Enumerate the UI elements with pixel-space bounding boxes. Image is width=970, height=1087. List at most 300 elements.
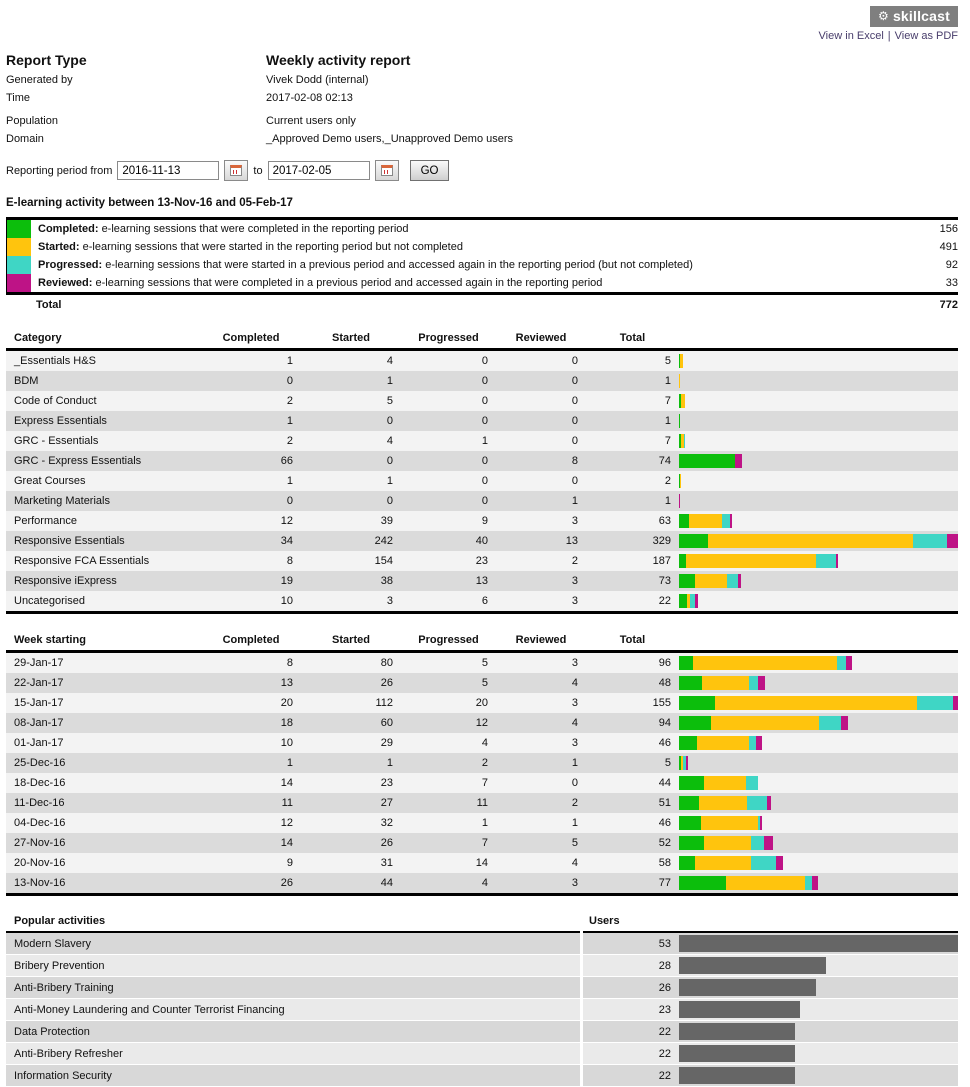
row-label: 20-Nov-16 [6, 853, 201, 873]
stacked-bar [679, 454, 958, 468]
users-bar-cell [679, 977, 958, 999]
reporting-period-bar [6, 160, 958, 181]
completed-swatch [7, 220, 31, 238]
table-row [6, 431, 958, 451]
bar-segment-reviewed [836, 554, 838, 568]
reviewed-value: 1 [496, 813, 586, 833]
table-row [6, 1065, 958, 1087]
progressed-value: 1 [401, 813, 496, 833]
link-separator: | [887, 30, 891, 42]
activity-bar-cell [679, 652, 958, 674]
report-type-label: Report Type [6, 52, 87, 68]
table-row [6, 652, 958, 674]
row-label: Great Courses [6, 471, 201, 491]
activity-bar-cell [679, 411, 958, 431]
activity-bar-cell [679, 693, 958, 713]
reviewed-value: 0 [496, 411, 586, 431]
to-calendar-button[interactable] [375, 160, 399, 181]
activity-bar-cell [679, 571, 958, 591]
to-label: to [253, 164, 263, 177]
table-row [6, 733, 958, 753]
bar-segment-completed [679, 414, 680, 428]
activity-label: Data Protection [6, 1021, 581, 1043]
started-value: 23 [301, 773, 401, 793]
legend-row-reviewed [6, 274, 958, 292]
completed-value: 2 [201, 431, 301, 451]
column-header: Category [6, 327, 201, 350]
column-header: Started [301, 327, 401, 350]
reviewed-value: 0 [496, 431, 586, 451]
reviewed-value: 1 [496, 753, 586, 773]
legend-term: Started: [38, 241, 80, 253]
activity-bar-cell [679, 551, 958, 571]
bar-segment-progressed [913, 534, 947, 548]
bar-segment-reviewed [735, 454, 742, 468]
started-value: 39 [301, 511, 401, 531]
reviewed-value: 0 [496, 471, 586, 491]
bar-segment-started [680, 474, 681, 488]
reviewed-value: 0 [496, 350, 586, 372]
bar-segment-reviewed [760, 816, 762, 830]
progressed-value: 5 [401, 652, 496, 674]
stacked-bar [679, 514, 958, 528]
bar-segment-started [711, 716, 819, 730]
reviewed-value: 13 [496, 531, 586, 551]
progressed-value: 9 [401, 511, 496, 531]
bar-segment-reviewed [738, 574, 741, 588]
completed-value: 9 [201, 853, 301, 873]
row-label: _Essentials H&S [6, 350, 201, 372]
bar-segment-started [695, 574, 727, 588]
started-value: 26 [301, 833, 401, 853]
stacked-bar [679, 434, 958, 448]
bar-segment-reviewed [953, 696, 958, 710]
bar-column-header [679, 911, 958, 932]
stacked-bar [679, 374, 958, 388]
completed-value: 10 [201, 591, 301, 613]
completed-value: 1 [201, 753, 301, 773]
completed-value: 11 [201, 793, 301, 813]
table-row [6, 591, 958, 613]
reviewed-value: 1 [496, 491, 586, 511]
stacked-bar [679, 796, 958, 810]
completed-value: 14 [201, 833, 301, 853]
bar-segment-reviewed [776, 856, 783, 870]
week-header-row [6, 629, 958, 652]
reviewed-value: 0 [496, 371, 586, 391]
completed-value: 1 [201, 411, 301, 431]
bar-segment-progressed [805, 876, 812, 890]
bar-segment-started [704, 776, 745, 790]
users-value: 26 [581, 977, 679, 999]
top-bar [6, 6, 958, 42]
from-calendar-button[interactable] [224, 160, 248, 181]
table-row [6, 673, 958, 693]
bar-segment-reviewed [679, 494, 680, 508]
users-bar [679, 1023, 795, 1040]
users-value: 22 [581, 1065, 679, 1087]
bar-segment-progressed [749, 676, 758, 690]
row-label: Responsive iExpress [6, 571, 201, 591]
started-value: 4 [301, 350, 401, 372]
total-value: 187 [586, 551, 679, 571]
completed-value: 8 [201, 652, 301, 674]
go-button[interactable]: GO [410, 160, 450, 181]
activity-bar-cell [679, 733, 958, 753]
table-row [6, 833, 958, 853]
table-row [6, 411, 958, 431]
table-row [6, 932, 958, 955]
bar-segment-reviewed [758, 676, 765, 690]
total-value: 5 [586, 753, 679, 773]
started-value: 0 [301, 451, 401, 471]
export-links [819, 30, 958, 42]
started-value: 1 [301, 371, 401, 391]
bar-segment-completed [679, 716, 711, 730]
users-bar [679, 1001, 800, 1018]
bar-segment-progressed [751, 856, 776, 870]
row-label: Marketing Materials [6, 491, 201, 511]
bar-segment-started [702, 676, 749, 690]
stacked-bar [679, 876, 958, 890]
bar-segment-started [701, 816, 759, 830]
bar-segment-progressed [816, 554, 836, 568]
legend-count: 92 [945, 259, 958, 271]
reviewed-value: 4 [496, 853, 586, 873]
reviewed-swatch [7, 274, 31, 292]
progressed-value: 0 [401, 471, 496, 491]
table-row [6, 1021, 958, 1043]
activity-bar-cell [679, 531, 958, 551]
activity-label: Anti-Money Laundering and Counter Terrorist Financing [6, 999, 581, 1021]
progressed-value: 7 [401, 773, 496, 793]
row-label: 01-Jan-17 [6, 733, 201, 753]
stacked-bar [679, 696, 958, 710]
progressed-value: 1 [401, 431, 496, 451]
row-label: Uncategorised [6, 591, 201, 613]
stacked-bar [679, 574, 958, 588]
category-header-row [6, 327, 958, 350]
bar-segment-reviewed [764, 836, 773, 850]
table-row [6, 491, 958, 511]
progressed-value: 14 [401, 853, 496, 873]
started-value: 0 [301, 411, 401, 431]
started-swatch [7, 238, 31, 256]
row-label: 08-Jan-17 [6, 713, 201, 733]
progressed-value: 0 [401, 451, 496, 471]
row-label: 22-Jan-17 [6, 673, 201, 693]
progressed-value: 7 [401, 833, 496, 853]
bar-segment-completed [679, 534, 708, 548]
bar-segment-started [681, 394, 685, 408]
completed-value: 19 [201, 571, 301, 591]
bar-segment-completed [679, 554, 686, 568]
population-value: Current users only [266, 115, 356, 127]
completed-value: 66 [201, 451, 301, 471]
bar-segment-reviewed [812, 876, 817, 890]
activity-bar-cell [679, 491, 958, 511]
period-from-input[interactable] [117, 161, 219, 180]
table-row [6, 955, 958, 977]
legend-row-progressed [6, 256, 958, 274]
reviewed-value: 3 [496, 511, 586, 531]
activity-label: Anti-Bribery Training [6, 977, 581, 999]
time-value: 2017-02-08 02:13 [266, 92, 353, 104]
progressed-value: 4 [401, 873, 496, 895]
row-label: Code of Conduct [6, 391, 201, 411]
progressed-swatch [7, 256, 31, 274]
table-row [6, 873, 958, 895]
completed-value: 1 [201, 350, 301, 372]
progressed-value: 4 [401, 733, 496, 753]
time-label: Time [6, 92, 31, 104]
started-value: 112 [301, 693, 401, 713]
bar-segment-started [686, 554, 817, 568]
bar-segment-completed [679, 836, 704, 850]
completed-value: 12 [201, 813, 301, 833]
reviewed-value: 4 [496, 673, 586, 693]
users-bar-cell [679, 999, 958, 1021]
activity-label: Information Security [6, 1065, 581, 1087]
stacked-bar [679, 534, 958, 548]
total-value: 96 [586, 652, 679, 674]
view-as-pdf-link[interactable]: View as PDF [894, 30, 958, 42]
started-value: 27 [301, 793, 401, 813]
started-value: 26 [301, 673, 401, 693]
legend-desc: e-learning sessions that were started in a previous period and accessed again in the reporting period (but not completed) [105, 259, 693, 271]
users-bar [679, 979, 816, 996]
column-header: Total [586, 327, 679, 350]
table-row [6, 571, 958, 591]
users-bar [679, 957, 826, 974]
bar-segment-completed [679, 876, 726, 890]
legend-count: 491 [939, 241, 958, 253]
activity-legend [6, 217, 958, 312]
row-label: 25-Dec-16 [6, 753, 201, 773]
stacked-bar [679, 676, 958, 690]
bar-segment-reviewed [695, 594, 698, 608]
reviewed-value: 3 [496, 873, 586, 895]
progressed-value: 0 [401, 491, 496, 511]
completed-value: 0 [201, 491, 301, 511]
bar-segment-completed [679, 776, 704, 790]
progressed-value: 11 [401, 793, 496, 813]
generated-by-value: Vivek Dodd (internal) [266, 74, 369, 86]
stacked-bar [679, 836, 958, 850]
completed-value: 34 [201, 531, 301, 551]
table-row [6, 793, 958, 813]
column-header: Completed [201, 327, 301, 350]
bar-segment-completed [679, 454, 735, 468]
activity-bar-cell [679, 813, 958, 833]
total-value: 77 [586, 873, 679, 895]
bar-segment-progressed [837, 656, 846, 670]
table-row [6, 977, 958, 999]
total-value: 5 [586, 350, 679, 372]
row-label: 13-Nov-16 [6, 873, 201, 895]
table-row [6, 999, 958, 1021]
row-label: 27-Nov-16 [6, 833, 201, 853]
row-label: 04-Dec-16 [6, 813, 201, 833]
started-value: 154 [301, 551, 401, 571]
total-value: 44 [586, 773, 679, 793]
column-header: Week starting [6, 629, 201, 652]
bar-segment-progressed [751, 836, 764, 850]
domain-value: _Approved Demo users,_Unapproved Demo users [266, 133, 514, 145]
view-in-excel-link[interactable]: View in Excel [818, 30, 884, 42]
calendar-icon [230, 165, 242, 176]
bar-column-header [679, 327, 958, 350]
bar-segment-started [695, 856, 751, 870]
bar-segment-completed [679, 796, 699, 810]
progressed-value: 20 [401, 693, 496, 713]
progressed-value: 40 [401, 531, 496, 551]
stacked-bar [679, 594, 958, 608]
progressed-value: 0 [401, 391, 496, 411]
started-value: 29 [301, 733, 401, 753]
total-value: 7 [586, 391, 679, 411]
bar-segment-completed [679, 696, 715, 710]
started-value: 38 [301, 571, 401, 591]
completed-value: 1 [201, 471, 301, 491]
table-row [6, 471, 958, 491]
total-value: 46 [586, 733, 679, 753]
started-value: 32 [301, 813, 401, 833]
column-header: Reviewed [496, 327, 586, 350]
stacked-bar [679, 816, 958, 830]
total-value: 1 [586, 491, 679, 511]
bar-segment-started [699, 796, 748, 810]
table-row [6, 371, 958, 391]
row-label: Express Essentials [6, 411, 201, 431]
total-value: 2 [586, 471, 679, 491]
activity-label: Modern Slavery [6, 932, 581, 955]
completed-value: 13 [201, 673, 301, 693]
stacked-bar [679, 756, 958, 770]
reporting-period-label: Reporting period from [6, 164, 113, 177]
bar-segment-reviewed [730, 514, 733, 528]
users-value: 23 [581, 999, 679, 1021]
column-header: Completed [201, 629, 301, 652]
activity-bar-cell [679, 833, 958, 853]
started-value: 5 [301, 391, 401, 411]
reviewed-value: 2 [496, 793, 586, 813]
table-row [6, 451, 958, 471]
bar-segment-reviewed [767, 796, 771, 810]
activity-bar-cell [679, 391, 958, 411]
stacked-bar [679, 856, 958, 870]
column-header: Progressed [401, 629, 496, 652]
legend-desc: e-learning sessions that were started in the reporting period but not completed [82, 241, 463, 253]
bar-segment-started [689, 514, 722, 528]
bar-segment-progressed [917, 696, 953, 710]
table-row [6, 1043, 958, 1065]
total-value: 7 [586, 431, 679, 451]
legend-row-completed [6, 220, 958, 238]
total-value: 52 [586, 833, 679, 853]
started-value: 31 [301, 853, 401, 873]
completed-value: 0 [201, 371, 301, 391]
bar-segment-reviewed [846, 656, 851, 670]
domain-label: Domain [6, 133, 44, 145]
total-value: 772 [939, 299, 958, 311]
users-value: 22 [581, 1021, 679, 1043]
activity-bar-cell [679, 471, 958, 491]
completed-value: 12 [201, 511, 301, 531]
skillcast-logo [870, 6, 958, 27]
users-bar-cell [679, 955, 958, 977]
bar-segment-progressed [749, 736, 756, 750]
bar-segment-reviewed [841, 716, 848, 730]
reviewed-value: 2 [496, 551, 586, 571]
bar-segment-started [726, 876, 805, 890]
bar-segment-progressed [746, 776, 759, 790]
bar-segment-started [679, 374, 680, 388]
activity-bar-cell [679, 753, 958, 773]
activity-bar-cell [679, 511, 958, 531]
activity-bar-cell [679, 873, 958, 895]
stacked-bar [679, 716, 958, 730]
stacked-bar [679, 414, 958, 428]
bar-segment-completed [679, 816, 701, 830]
legend-desc: e-learning sessions that were completed in a previous period and accessed again in the reporting period [95, 277, 603, 289]
period-to-input[interactable] [268, 161, 370, 180]
table-row [6, 713, 958, 733]
bar-segment-progressed [819, 716, 841, 730]
completed-value: 2 [201, 391, 301, 411]
bar-segment-started [680, 354, 683, 368]
completed-value: 26 [201, 873, 301, 895]
bar-segment-reviewed [947, 534, 958, 548]
bar-column-header [679, 629, 958, 652]
bar-segment-reviewed [756, 736, 761, 750]
reviewed-value: 4 [496, 713, 586, 733]
completed-value: 8 [201, 551, 301, 571]
table-row [6, 753, 958, 773]
total-value: 48 [586, 673, 679, 693]
report-info [6, 52, 958, 147]
bar-segment-started [693, 656, 837, 670]
progressed-value: 12 [401, 713, 496, 733]
row-label: GRC - Express Essentials [6, 451, 201, 471]
row-label: Performance [6, 511, 201, 531]
column-header: Reviewed [496, 629, 586, 652]
progressed-value: 23 [401, 551, 496, 571]
table-row [6, 693, 958, 713]
activity-bar-cell [679, 853, 958, 873]
column-header: Popular activities [6, 911, 581, 932]
activity-label: Anti-Bribery Refresher [6, 1043, 581, 1065]
legend-term: Reviewed: [38, 277, 93, 289]
reviewed-value: 3 [496, 591, 586, 613]
started-value: 60 [301, 713, 401, 733]
activity-label: Bribery Prevention [6, 955, 581, 977]
progressed-value: 2 [401, 753, 496, 773]
bar-segment-progressed [722, 514, 730, 528]
table-row [6, 551, 958, 571]
total-value: 73 [586, 571, 679, 591]
bar-segment-completed [679, 736, 697, 750]
progressed-value: 0 [401, 371, 496, 391]
bar-segment-progressed [727, 574, 738, 588]
generated-by-label: Generated by [6, 74, 73, 86]
users-bar [679, 935, 958, 952]
users-bar [679, 1045, 795, 1062]
bar-segment-completed [679, 594, 687, 608]
row-label: 29-Jan-17 [6, 652, 201, 674]
reviewed-value: 0 [496, 391, 586, 411]
table-row [6, 391, 958, 411]
